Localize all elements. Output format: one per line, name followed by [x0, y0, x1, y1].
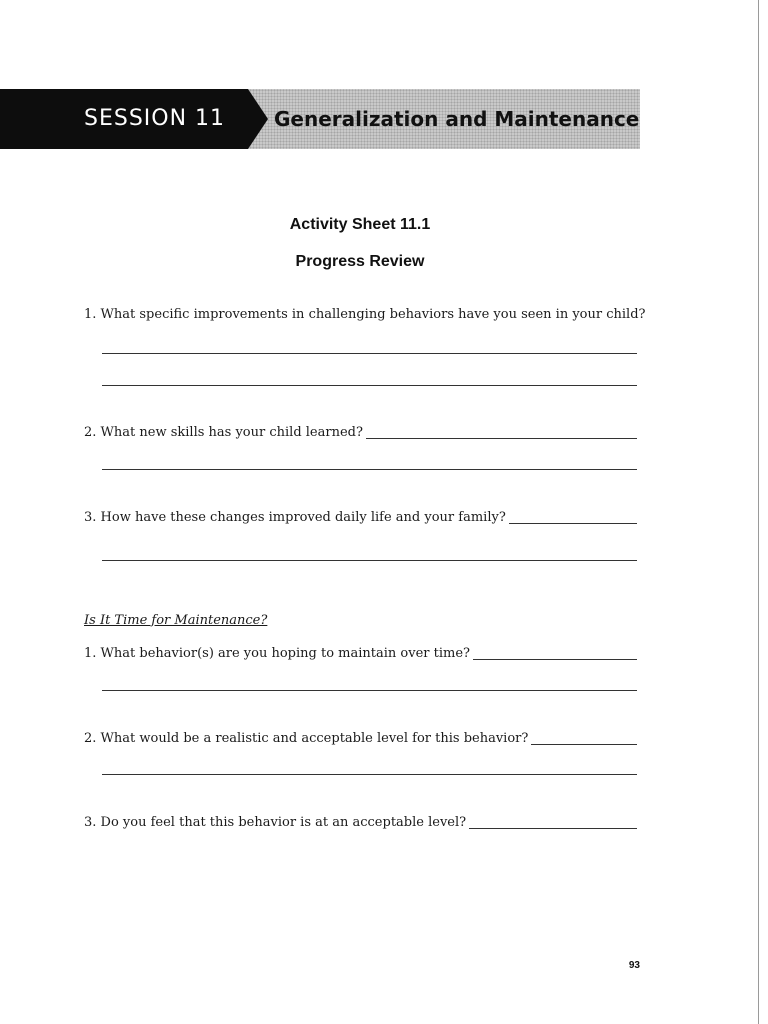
- answer-line-2b[interactable]: [102, 469, 637, 470]
- answer-line-1b[interactable]: [102, 385, 637, 386]
- maintenance-question-3-number: 3.: [84, 815, 97, 830]
- maintenance-answer-line-3a[interactable]: [469, 828, 637, 829]
- page-number: 93: [628, 960, 640, 971]
- answer-line-2a[interactable]: [366, 438, 637, 439]
- activity-subtitle: Progress Review: [295, 253, 425, 270]
- maintenance-question-2: [84, 730, 637, 748]
- maintenance-question-2-number: 2.: [84, 731, 97, 746]
- page-edge-line: [758, 0, 759, 1024]
- maintenance-question-1-text: What behavior(s) are you hoping to maintain over time?: [100, 646, 470, 661]
- maintenance-answer-line-2b[interactable]: [102, 774, 637, 775]
- session-label: SESSION 11: [84, 106, 226, 131]
- session-topic: Generalization and Maintenance: [274, 107, 640, 131]
- answer-line-3b[interactable]: [102, 560, 637, 561]
- maintenance-heading: Is It Time for Maintenance?: [84, 613, 268, 628]
- question-3-number: 3.: [84, 510, 97, 525]
- question-3: [84, 509, 637, 527]
- maintenance-question-2-text: What would be a realistic and acceptable level for this behavior?: [100, 731, 529, 746]
- question-2-number: 2.: [84, 425, 97, 440]
- maintenance-question-3-text: Do you feel that this behavior is at an acceptable level?: [100, 815, 467, 830]
- maintenance-question-3: [84, 814, 637, 832]
- question-2-text: What new skills has your child learned?: [100, 425, 363, 440]
- question-1-number: 1.: [84, 307, 97, 322]
- activity-title: Activity Sheet 11.1: [289, 216, 431, 233]
- question-2: [84, 424, 637, 442]
- question-1-text: What specific improvements in challenging behaviors have you seen in your child?: [100, 307, 646, 322]
- question-1: [84, 306, 646, 324]
- maintenance-question-1: [84, 645, 637, 663]
- maintenance-answer-line-1b[interactable]: [102, 690, 637, 691]
- maintenance-question-1-number: 1.: [84, 646, 97, 661]
- answer-line-1a[interactable]: [102, 353, 637, 354]
- answer-line-3a[interactable]: [509, 523, 637, 524]
- session-banner: [0, 89, 640, 149]
- maintenance-answer-line-2a[interactable]: [531, 744, 637, 745]
- maintenance-answer-line-1a[interactable]: [473, 659, 637, 660]
- question-3-text: How have these changes improved daily life and your family?: [100, 510, 506, 525]
